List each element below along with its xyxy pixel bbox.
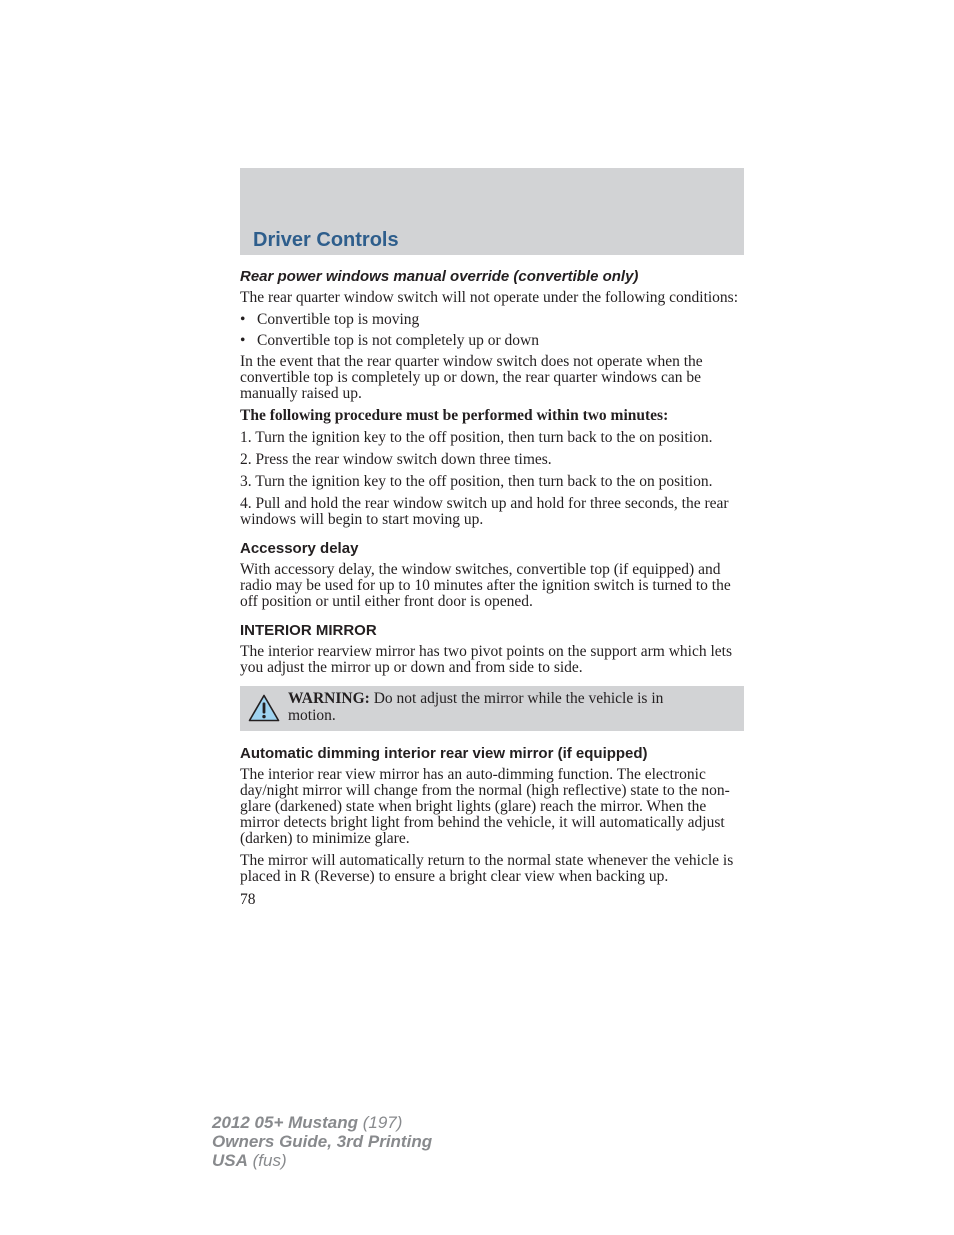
section-header-band <box>240 168 744 255</box>
heading-rear-windows: Rear power windows manual override (convertible only) <box>240 268 639 285</box>
page-content <box>240 266 744 909</box>
footer-line-region <box>212 1151 432 1170</box>
warning-label: WARNING: <box>288 690 370 707</box>
footer-region-code: (fus) <box>247 1151 287 1170</box>
bullet-item <box>240 333 744 349</box>
step-3: 3. Turn the ignition key to the off position, then turn back to the on position. <box>240 473 713 490</box>
procedure-notice: The following procedure must be performed within two minutes: <box>240 407 669 424</box>
warning-box <box>240 686 744 731</box>
paragraph-intro: The rear quarter window switch will not operate under the following conditions: <box>240 289 739 306</box>
footer-region: USA <box>212 1151 248 1170</box>
heading-auto-dimming: Automatic dimming interior rear view mirror (if equipped) <box>240 745 648 762</box>
bullet-text: Convertible top is moving <box>257 311 420 328</box>
warning-text <box>288 690 744 724</box>
bullet-item <box>240 312 744 328</box>
section-title: Driver Controls <box>253 229 399 251</box>
footer-line-guide: Owners Guide, 3rd Printing <box>212 1132 433 1151</box>
bullet-dot: • <box>240 311 246 328</box>
bullet-text: Convertible top is not completely up or down <box>257 332 539 349</box>
warning-triangle-icon <box>240 690 288 722</box>
warning-message: Do not adjust the mirror while the vehicle is in motion. <box>288 690 664 724</box>
paragraph-interior-mirror: The interior rearview mirror has two pivot points on the support arm which lets you adjust the mirror up or down and from side to side. <box>240 643 733 676</box>
paragraph-reverse: The mirror will automatically return to the normal state whenever the vehicle is placed in R (Reverse) to ensure a bright clear view when backing up. <box>240 852 734 885</box>
step-4: 4. Pull and hold the rear window switch up and hold for three seconds, the rear windows will begin to start moving up. <box>240 495 729 528</box>
document-footer <box>212 1113 432 1170</box>
footer-line-model <box>212 1113 432 1132</box>
paragraph-accessory-delay: With accessory delay, the window switches, convertible top (if equipped) and radio may be used for up to 10 minutes after the ignition switch is turned to the off position or until either front door is opened. <box>240 561 731 610</box>
paragraph-auto-dimming: The interior rear view mirror has an auto-dimming function. The electronic day/night mirror will change from the normal (high reflective) state to the non-glare (darkened) state when bright lights (glare) reach the mirror. When the mirror detects bright light from behind the vehicle, it will automatically adjust (darken) to minimize glare. <box>240 766 730 847</box>
paragraph-event: In the event that the rear quarter window switch does not operate when the convertible top is completely up or down, the rear quarter windows can be manually raised up. <box>240 353 703 402</box>
heading-accessory-delay: Accessory delay <box>240 540 359 557</box>
step-2: 2. Press the rear window switch down three times. <box>240 451 552 468</box>
footer-model: 2012 05+ Mustang <box>212 1113 358 1132</box>
heading-interior-mirror: INTERIOR MIRROR <box>240 622 377 639</box>
footer-model-code: (197) <box>358 1113 403 1132</box>
step-1: 1. Turn the ignition key to the off position, then turn back to the on position. <box>240 429 713 446</box>
page-number: 78 <box>240 891 256 908</box>
bullet-dot: • <box>240 332 246 349</box>
